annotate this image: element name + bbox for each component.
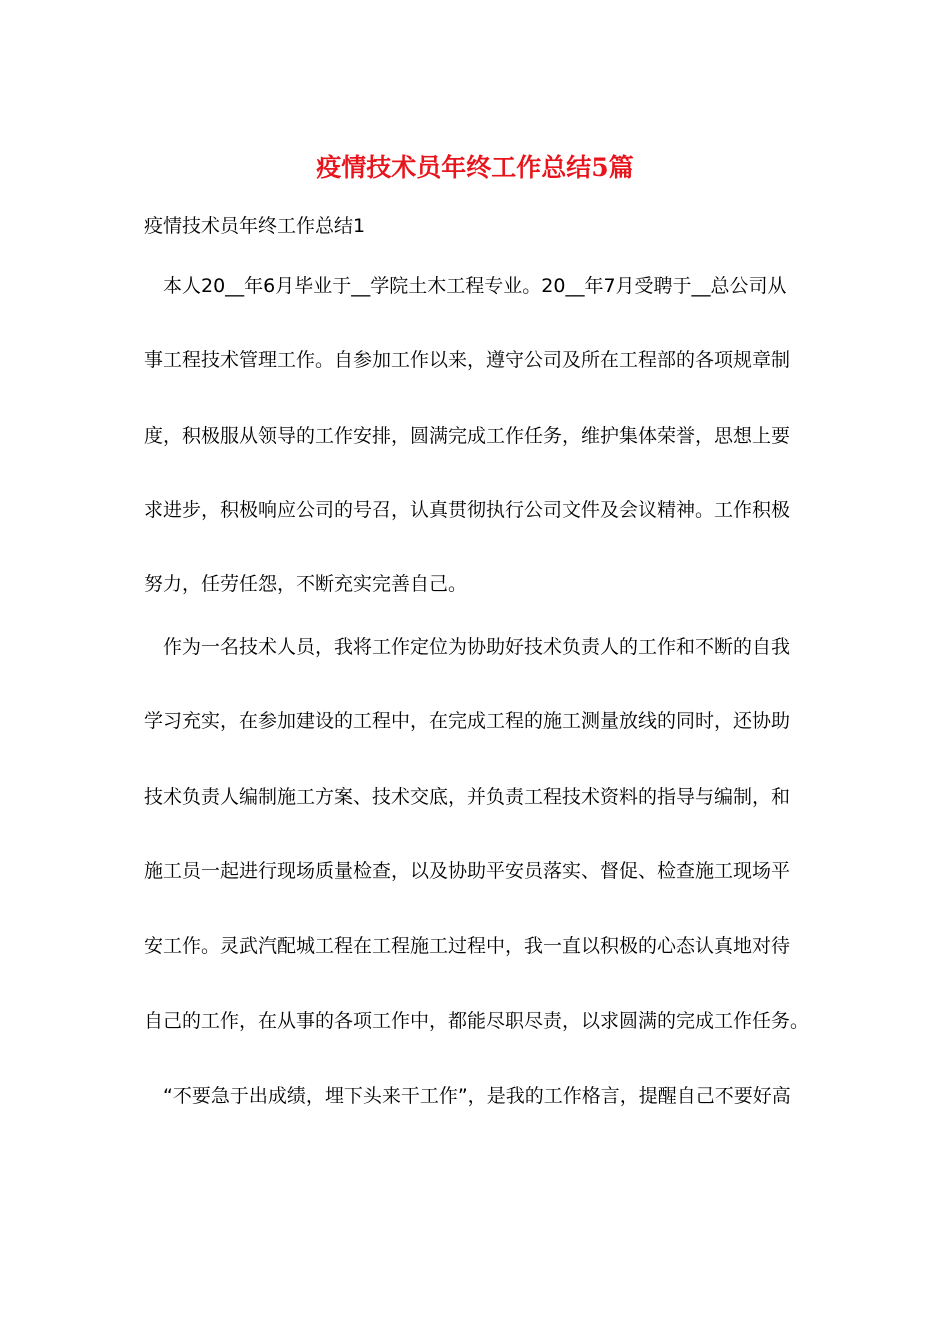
section-heading: 疫情技术员年终工作总结1 <box>144 215 366 237</box>
document-title: 疫情技术员年终工作总结5篇 <box>316 153 634 182</box>
paragraph-line: 事工程技术管理工作。自参加工作以来，遵守公司及所在工程部的各项规章制 <box>144 349 791 371</box>
paragraph-line: 自己的工作，在从事的各项工作中，都能尽职尽责，以求圆满的完成工作任务。 <box>144 1010 810 1032</box>
paragraph-line: 作为一名技术人员，我将工作定位为协助好技术负责人的工作和不断的自我 <box>163 636 791 658</box>
paragraph-line: 求进步，积极响应公司的号召，认真贯彻执行公司文件及会议精神。工作积极 <box>144 499 791 521</box>
paragraph-line: 本人20__年6月毕业于__学院土木工程专业。20__年7月受聘于__总公司从 <box>163 275 787 297</box>
paragraph-line: “不要急于出成绩，埋下头来干工作”，是我的工作格言，提醒自己不要好高 <box>163 1085 791 1107</box>
paragraph-line: 度，积极服从领导的工作安排，圆满完成工作任务，维护集体荣誉，思想上要 <box>144 425 791 447</box>
paragraph-line: 技术负责人编制施工方案、技术交底，并负责工程技术资料的指导与编制，和 <box>144 786 791 808</box>
paragraph-line: 努力，任劳任怨，不断充实完善自己。 <box>144 573 468 595</box>
paragraph-line: 学习充实，在参加建设的工程中，在完成工程的施工测量放线的同时，还协助 <box>144 710 791 732</box>
paragraph-line: 安工作。灵武汽配城工程在工程施工过程中，我一直以积极的心态认真地对待 <box>144 935 791 957</box>
paragraph-line: 施工员一起进行现场质量检查，以及协助平安员落实、督促、检查施工现场平 <box>144 860 791 882</box>
